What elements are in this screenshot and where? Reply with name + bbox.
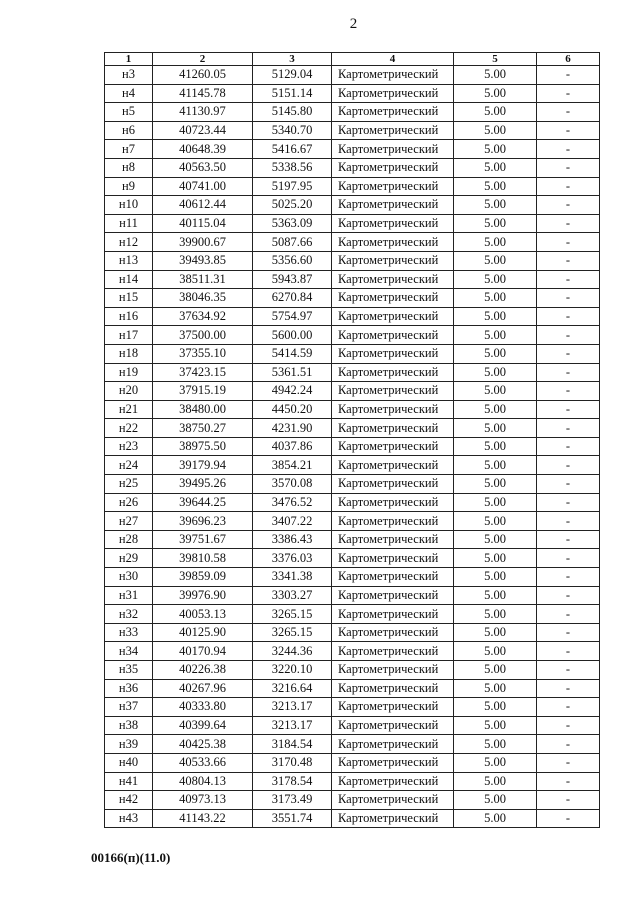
coord-x-cell: 38975.50 (153, 437, 253, 456)
note-cell: - (537, 400, 600, 419)
coord-y-cell: 5416.67 (253, 140, 332, 159)
table-row (105, 326, 600, 345)
accuracy-cell: 5.00 (454, 121, 537, 140)
table-row (105, 363, 600, 382)
coord-y-cell: 3341.38 (253, 568, 332, 587)
point-label-cell: н10 (105, 196, 153, 215)
accuracy-cell: 5.00 (454, 270, 537, 289)
coord-x-cell: 40612.44 (153, 196, 253, 215)
accuracy-cell: 5.00 (454, 158, 537, 177)
accuracy-cell: 5.00 (454, 791, 537, 810)
method-cell: Картометрический (332, 121, 454, 140)
point-label-cell: н17 (105, 326, 153, 345)
coord-x-cell: 39810.58 (153, 549, 253, 568)
accuracy-cell: 5.00 (454, 363, 537, 382)
coord-y-cell: 3376.03 (253, 549, 332, 568)
note-cell: - (537, 586, 600, 605)
method-cell: Картометрический (332, 363, 454, 382)
document-code: 00166(п)(11.0) (91, 850, 171, 865)
table-row (105, 623, 600, 642)
table-row (105, 196, 600, 215)
accuracy-cell: 5.00 (454, 809, 537, 828)
coord-x-cell: 37500.00 (153, 326, 253, 345)
header-cell: 2 (153, 53, 253, 66)
table-row (105, 753, 600, 772)
point-label-cell: н5 (105, 103, 153, 122)
point-label-cell: н34 (105, 642, 153, 661)
coord-x-cell: 38750.27 (153, 419, 253, 438)
note-cell: - (537, 233, 600, 252)
note-cell: - (537, 437, 600, 456)
note-cell: - (537, 66, 600, 85)
table-header-row (105, 53, 600, 66)
accuracy-cell: 5.00 (454, 233, 537, 252)
coord-x-cell: 37634.92 (153, 307, 253, 326)
table-row (105, 140, 600, 159)
coord-y-cell: 5414.59 (253, 344, 332, 363)
header-cell: 1 (105, 53, 153, 66)
method-cell: Картометрический (332, 605, 454, 624)
point-label-cell: н33 (105, 623, 153, 642)
table-row (105, 400, 600, 419)
note-cell: - (537, 679, 600, 698)
table-row (105, 586, 600, 605)
coord-y-cell: 3570.08 (253, 475, 332, 494)
method-cell: Картометрический (332, 196, 454, 215)
coord-y-cell: 5151.14 (253, 84, 332, 103)
method-cell: Картометрический (332, 568, 454, 587)
coord-x-cell: 40267.96 (153, 679, 253, 698)
method-cell: Картометрический (332, 549, 454, 568)
coord-y-cell: 3303.27 (253, 586, 332, 605)
note-cell: - (537, 289, 600, 308)
accuracy-cell: 5.00 (454, 698, 537, 717)
note-cell: - (537, 382, 600, 401)
point-label-cell: н4 (105, 84, 153, 103)
accuracy-cell: 5.00 (454, 382, 537, 401)
note-cell: - (537, 344, 600, 363)
table-row (105, 679, 600, 698)
header-cell: 4 (332, 53, 454, 66)
table-row (105, 270, 600, 289)
method-cell: Картометрический (332, 772, 454, 791)
method-cell: Картометрический (332, 809, 454, 828)
method-cell: Картометрический (332, 735, 454, 754)
point-label-cell: н26 (105, 493, 153, 512)
table-row (105, 568, 600, 587)
point-label-cell: н16 (105, 307, 153, 326)
coord-y-cell: 3244.36 (253, 642, 332, 661)
method-cell: Картометрический (332, 289, 454, 308)
point-label-cell: н41 (105, 772, 153, 791)
coord-x-cell: 37355.10 (153, 344, 253, 363)
accuracy-cell: 5.00 (454, 568, 537, 587)
table-row (105, 809, 600, 828)
accuracy-cell: 5.00 (454, 84, 537, 103)
accuracy-cell: 5.00 (454, 586, 537, 605)
table-row (105, 605, 600, 624)
note-cell: - (537, 772, 600, 791)
coord-y-cell: 5943.87 (253, 270, 332, 289)
coord-y-cell: 3178.54 (253, 772, 332, 791)
point-label-cell: н42 (105, 791, 153, 810)
coord-x-cell: 40226.38 (153, 661, 253, 680)
coord-x-cell: 39495.26 (153, 475, 253, 494)
table-row (105, 493, 600, 512)
accuracy-cell: 5.00 (454, 400, 537, 419)
method-cell: Картометрический (332, 623, 454, 642)
coord-x-cell: 40333.80 (153, 698, 253, 717)
coord-y-cell: 6270.84 (253, 289, 332, 308)
point-label-cell: н20 (105, 382, 153, 401)
note-cell: - (537, 530, 600, 549)
table-row (105, 121, 600, 140)
accuracy-cell: 5.00 (454, 140, 537, 159)
coord-x-cell: 41130.97 (153, 103, 253, 122)
coord-y-cell: 3265.15 (253, 605, 332, 624)
coord-y-cell: 3170.48 (253, 753, 332, 772)
coord-y-cell: 4450.20 (253, 400, 332, 419)
coord-x-cell: 40741.00 (153, 177, 253, 196)
coord-x-cell: 37423.15 (153, 363, 253, 382)
method-cell: Картометрический (332, 679, 454, 698)
point-label-cell: н13 (105, 251, 153, 270)
header-cell: 3 (253, 53, 332, 66)
note-cell: - (537, 716, 600, 735)
coord-y-cell: 5361.51 (253, 363, 332, 382)
coord-x-cell: 37915.19 (153, 382, 253, 401)
coord-y-cell: 5754.97 (253, 307, 332, 326)
method-cell: Картометрический (332, 84, 454, 103)
table-row (105, 530, 600, 549)
accuracy-cell: 5.00 (454, 177, 537, 196)
method-cell: Картометрический (332, 140, 454, 159)
table-row (105, 549, 600, 568)
coord-x-cell: 39859.09 (153, 568, 253, 587)
point-label-cell: н19 (105, 363, 153, 382)
coord-y-cell: 3216.64 (253, 679, 332, 698)
method-cell: Картометрический (332, 419, 454, 438)
point-label-cell: н37 (105, 698, 153, 717)
point-label-cell: н22 (105, 419, 153, 438)
coord-y-cell: 5197.95 (253, 177, 332, 196)
table-row (105, 716, 600, 735)
method-cell: Картометрический (332, 456, 454, 475)
note-cell: - (537, 121, 600, 140)
header-cell: 6 (537, 53, 600, 66)
coord-x-cell: 38046.35 (153, 289, 253, 308)
accuracy-cell: 5.00 (454, 326, 537, 345)
accuracy-cell: 5.00 (454, 289, 537, 308)
table-row (105, 419, 600, 438)
method-cell: Картометрический (332, 103, 454, 122)
table-row (105, 475, 600, 494)
note-cell: - (537, 605, 600, 624)
table-row (105, 233, 600, 252)
note-cell: - (537, 475, 600, 494)
coord-y-cell: 5338.56 (253, 158, 332, 177)
point-label-cell: н38 (105, 716, 153, 735)
accuracy-cell: 5.00 (454, 530, 537, 549)
accuracy-cell: 5.00 (454, 419, 537, 438)
note-cell: - (537, 549, 600, 568)
coord-x-cell: 40399.64 (153, 716, 253, 735)
point-label-cell: н39 (105, 735, 153, 754)
method-cell: Картометрический (332, 326, 454, 345)
method-cell: Картометрический (332, 716, 454, 735)
note-cell: - (537, 140, 600, 159)
accuracy-cell: 5.00 (454, 735, 537, 754)
page-number: 2 (349, 16, 358, 32)
method-cell: Картометрический (332, 475, 454, 494)
coord-y-cell: 5340.70 (253, 121, 332, 140)
note-cell: - (537, 568, 600, 587)
coord-x-cell: 40115.04 (153, 214, 253, 233)
note-cell: - (537, 661, 600, 680)
table-row (105, 251, 600, 270)
method-cell: Картометрический (332, 251, 454, 270)
coord-y-cell: 5600.00 (253, 326, 332, 345)
coord-x-cell: 40804.13 (153, 772, 253, 791)
coord-x-cell: 40648.39 (153, 140, 253, 159)
note-cell: - (537, 419, 600, 438)
method-cell: Картометрический (332, 512, 454, 531)
note-cell: - (537, 196, 600, 215)
table-row (105, 456, 600, 475)
coord-y-cell: 3173.49 (253, 791, 332, 810)
coord-x-cell: 40973.13 (153, 791, 253, 810)
note-cell: - (537, 791, 600, 810)
accuracy-cell: 5.00 (454, 642, 537, 661)
coord-y-cell: 5145.80 (253, 103, 332, 122)
coord-x-cell: 39696.23 (153, 512, 253, 531)
note-cell: - (537, 326, 600, 345)
point-label-cell: н14 (105, 270, 153, 289)
coord-x-cell: 40125.90 (153, 623, 253, 642)
point-label-cell: н43 (105, 809, 153, 828)
coord-x-cell: 38511.31 (153, 270, 253, 289)
coord-y-cell: 3265.15 (253, 623, 332, 642)
coord-y-cell: 3220.10 (253, 661, 332, 680)
coord-y-cell: 3407.22 (253, 512, 332, 531)
accuracy-cell: 5.00 (454, 605, 537, 624)
method-cell: Картометрический (332, 270, 454, 289)
point-label-cell: н29 (105, 549, 153, 568)
coord-y-cell: 5363.09 (253, 214, 332, 233)
coord-y-cell: 5129.04 (253, 66, 332, 85)
method-cell: Картометрический (332, 661, 454, 680)
table-row (105, 382, 600, 401)
table-row (105, 158, 600, 177)
note-cell: - (537, 103, 600, 122)
method-cell: Картометрический (332, 586, 454, 605)
coord-x-cell: 41143.22 (153, 809, 253, 828)
accuracy-cell: 5.00 (454, 251, 537, 270)
table-row (105, 103, 600, 122)
accuracy-cell: 5.00 (454, 214, 537, 233)
coord-x-cell: 41260.05 (153, 66, 253, 85)
note-cell: - (537, 270, 600, 289)
table-row (105, 698, 600, 717)
method-cell: Картометрический (332, 66, 454, 85)
accuracy-cell: 5.00 (454, 437, 537, 456)
accuracy-cell: 5.00 (454, 753, 537, 772)
coord-y-cell: 4037.86 (253, 437, 332, 456)
method-cell: Картометрический (332, 437, 454, 456)
point-label-cell: н18 (105, 344, 153, 363)
point-label-cell: н36 (105, 679, 153, 698)
coord-x-cell: 39900.67 (153, 233, 253, 252)
method-cell: Картометрический (332, 382, 454, 401)
method-cell: Картометрический (332, 344, 454, 363)
note-cell: - (537, 214, 600, 233)
point-label-cell: н27 (105, 512, 153, 531)
table-row (105, 344, 600, 363)
coord-y-cell: 5025.20 (253, 196, 332, 215)
note-cell: - (537, 809, 600, 828)
coord-y-cell: 3213.17 (253, 698, 332, 717)
accuracy-cell: 5.00 (454, 344, 537, 363)
coord-x-cell: 39976.90 (153, 586, 253, 605)
coord-y-cell: 3184.54 (253, 735, 332, 754)
method-cell: Картометрический (332, 698, 454, 717)
header-cell: 5 (454, 53, 537, 66)
coord-y-cell: 5356.60 (253, 251, 332, 270)
note-cell: - (537, 84, 600, 103)
accuracy-cell: 5.00 (454, 196, 537, 215)
coord-x-cell: 40053.13 (153, 605, 253, 624)
table-row (105, 512, 600, 531)
table-row (105, 772, 600, 791)
method-cell: Картометрический (332, 753, 454, 772)
note-cell: - (537, 623, 600, 642)
note-cell: - (537, 698, 600, 717)
coord-x-cell: 40170.94 (153, 642, 253, 661)
point-label-cell: н23 (105, 437, 153, 456)
coord-x-cell: 38480.00 (153, 400, 253, 419)
table-row (105, 214, 600, 233)
accuracy-cell: 5.00 (454, 623, 537, 642)
accuracy-cell: 5.00 (454, 307, 537, 326)
table-row (105, 661, 600, 680)
point-label-cell: н28 (105, 530, 153, 549)
method-cell: Картометрический (332, 158, 454, 177)
point-label-cell: н31 (105, 586, 153, 605)
table-row (105, 66, 600, 85)
coord-y-cell: 3854.21 (253, 456, 332, 475)
coord-x-cell: 40723.44 (153, 121, 253, 140)
coordinates-table (104, 52, 600, 828)
accuracy-cell: 5.00 (454, 679, 537, 698)
accuracy-cell: 5.00 (454, 716, 537, 735)
coord-x-cell: 39644.25 (153, 493, 253, 512)
note-cell: - (537, 158, 600, 177)
note-cell: - (537, 735, 600, 754)
method-cell: Картометрический (332, 214, 454, 233)
point-label-cell: н21 (105, 400, 153, 419)
coord-y-cell: 5087.66 (253, 233, 332, 252)
coord-x-cell: 39179.94 (153, 456, 253, 475)
point-label-cell: н6 (105, 121, 153, 140)
method-cell: Картометрический (332, 233, 454, 252)
accuracy-cell: 5.00 (454, 103, 537, 122)
accuracy-cell: 5.00 (454, 661, 537, 680)
method-cell: Картометрический (332, 642, 454, 661)
table-row (105, 642, 600, 661)
method-cell: Картометрический (332, 493, 454, 512)
method-cell: Картометрический (332, 791, 454, 810)
point-label-cell: н25 (105, 475, 153, 494)
point-label-cell: н32 (105, 605, 153, 624)
coord-x-cell: 39493.85 (153, 251, 253, 270)
table-row (105, 289, 600, 308)
note-cell: - (537, 307, 600, 326)
accuracy-cell: 5.00 (454, 549, 537, 568)
note-cell: - (537, 493, 600, 512)
coord-y-cell: 4231.90 (253, 419, 332, 438)
table-row (105, 84, 600, 103)
method-cell: Картометрический (332, 400, 454, 419)
point-label-cell: н3 (105, 66, 153, 85)
table-row (105, 437, 600, 456)
note-cell: - (537, 251, 600, 270)
note-cell: - (537, 642, 600, 661)
point-label-cell: н9 (105, 177, 153, 196)
point-label-cell: н11 (105, 214, 153, 233)
accuracy-cell: 5.00 (454, 512, 537, 531)
table-row (105, 307, 600, 326)
note-cell: - (537, 512, 600, 531)
table-row (105, 177, 600, 196)
coord-x-cell: 40563.50 (153, 158, 253, 177)
coord-x-cell: 40425.38 (153, 735, 253, 754)
coord-y-cell: 3213.17 (253, 716, 332, 735)
point-label-cell: н8 (105, 158, 153, 177)
point-label-cell: н15 (105, 289, 153, 308)
coord-y-cell: 3386.43 (253, 530, 332, 549)
table-row (105, 735, 600, 754)
point-label-cell: н24 (105, 456, 153, 475)
accuracy-cell: 5.00 (454, 493, 537, 512)
point-label-cell: н7 (105, 140, 153, 159)
coord-y-cell: 4942.24 (253, 382, 332, 401)
coord-x-cell: 39751.67 (153, 530, 253, 549)
method-cell: Картометрический (332, 307, 454, 326)
accuracy-cell: 5.00 (454, 456, 537, 475)
point-label-cell: н40 (105, 753, 153, 772)
note-cell: - (537, 753, 600, 772)
coord-y-cell: 3476.52 (253, 493, 332, 512)
table-row (105, 791, 600, 810)
point-label-cell: н12 (105, 233, 153, 252)
method-cell: Картометрический (332, 530, 454, 549)
coord-x-cell: 41145.78 (153, 84, 253, 103)
coord-y-cell: 3551.74 (253, 809, 332, 828)
method-cell: Картометрический (332, 177, 454, 196)
accuracy-cell: 5.00 (454, 475, 537, 494)
accuracy-cell: 5.00 (454, 66, 537, 85)
table-body (105, 66, 600, 828)
point-label-cell: н30 (105, 568, 153, 587)
point-label-cell: н35 (105, 661, 153, 680)
accuracy-cell: 5.00 (454, 772, 537, 791)
note-cell: - (537, 456, 600, 475)
note-cell: - (537, 363, 600, 382)
coord-x-cell: 40533.66 (153, 753, 253, 772)
note-cell: - (537, 177, 600, 196)
